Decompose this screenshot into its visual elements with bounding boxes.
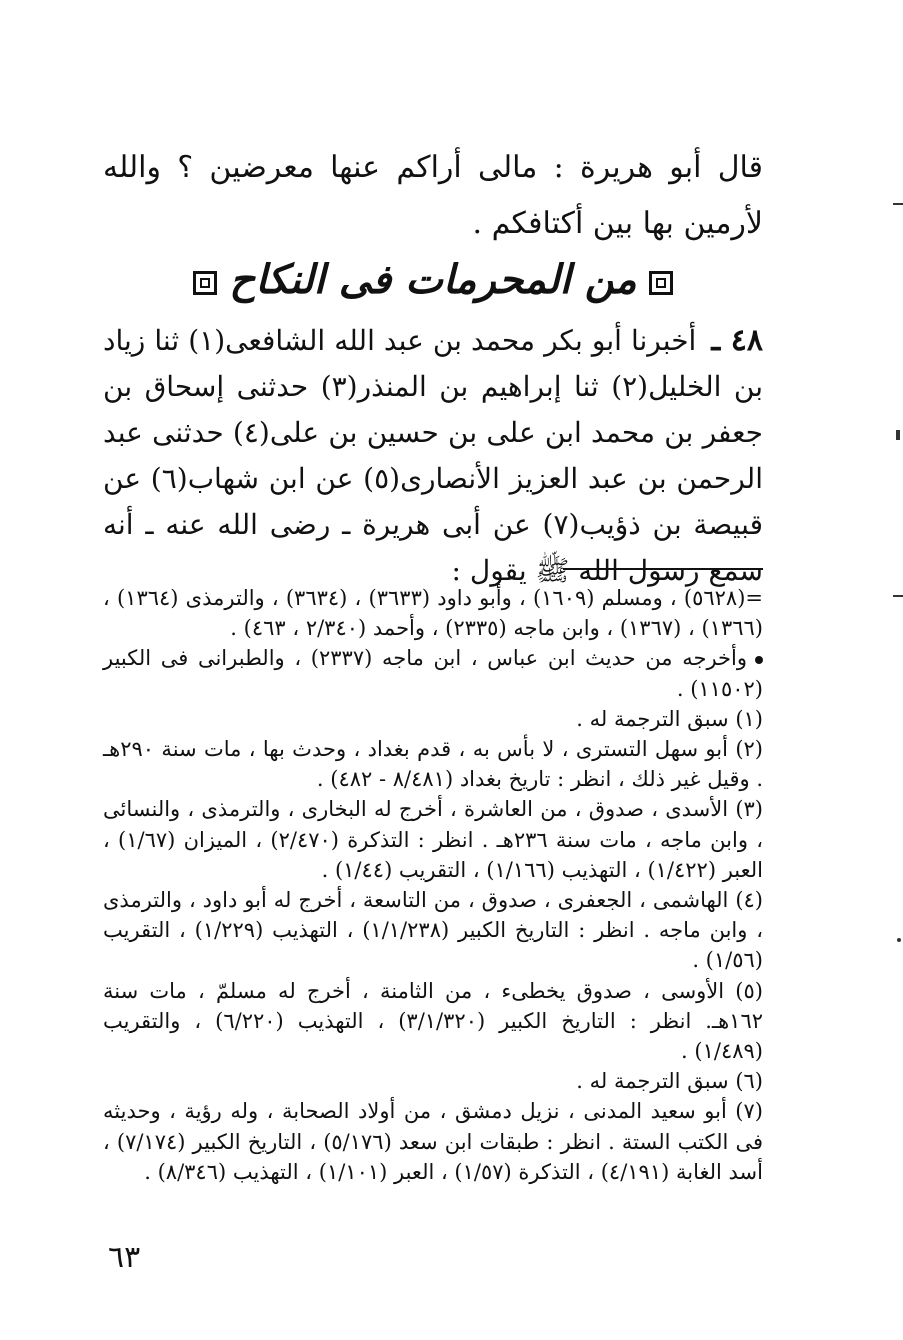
hadith-body xyxy=(103,318,763,594)
margin-mark xyxy=(893,203,903,205)
footnote-divider xyxy=(563,568,763,570)
ornament-box-icon xyxy=(649,271,673,295)
footnote-5: (٥) الأوسى ، صدوق يخطىء ، من الثامنة ، أخرج له مسلمّ ، مات سنة ١٦٢هـ. انظر : التاريخ الكبير (٣/١/٣٢٠) ، التهذيب (٦/٢٢٠) ، والتقريب (١/٤٨٩) . xyxy=(103,978,764,1064)
bullet-icon xyxy=(755,656,763,664)
intro-text: قال أبو هريرة : مالى أراكم عنها معرضين ؟ والله لأرمين بها بين أكتافكم . xyxy=(103,150,763,241)
footnote-6: (٦) سبق الترجمة له . xyxy=(576,1069,763,1094)
hadith-number: ٤٨ ـ xyxy=(711,323,764,358)
hadith-text: أخبرنا أبو بكر محمد بن عبد الله الشافعى(١) ثنا زياد بن الخليل(٢) ثنا إبراهيم بن المنذر(٣) حدثنى إسحاق بن جعفر بن محمد ابن على بن حسين بن على(٤) حدثنى عبد الرحمن بن عبد العزيز الأنصارى(٥) عن ابن شهاب(٦) عن قبيصة بن ذؤيب(٧) عن أبى هريرة ـ رضى الله عنه ـ أنه سمع رسول الله ﷺ يقول : xyxy=(103,324,763,587)
footnote-7: (٧) أبو سعيد المدنى ، نزيل دمشق ، من أولاد الصحابة ، وله رؤية ، وحديثه فى الكتب الستة . انظر : طبقات ابن سعد (٥/١٧٦) ، التاريخ الكبير (٧/١٧٤) ، أسد الغابة (٤/١٩١) ، التذكرة (١/٥٧) ، العبر (١/١٠١) ، التهذيب (٨/٣٤٦) . xyxy=(103,1099,763,1184)
ornament-box-icon xyxy=(193,271,217,295)
footnote-continuation: =(٥٦٢٨) ، ومسلم (١٦٠٩) ، وأبو داود (٣٦٣٣) ، (٣٦٣٤) ، والترمذى (١٣٦٤) ، (١٣٦٦) ، (١٣٦٧) ، وابن ماجه (٢٣٣٥) ، وأحمد (٢/٣٤٠ ، ٤٦٣) . xyxy=(103,586,763,641)
margin-mark xyxy=(893,595,903,597)
footnote-continuation-bullet xyxy=(103,643,763,703)
section-heading xyxy=(103,250,763,310)
footnote-4: (٤) الهاشمى ، الجعفرى ، صدوق ، من التاسعة ، أخرج له أبو داود ، والترمذى ، وابن ماجه . انظر : التاريخ الكبير (١/١/٢٣٨) ، التهذيب (١/٢٢٩) ، التقريب (١/٥٦) . xyxy=(103,888,763,973)
page-number: ٦٣ xyxy=(108,1240,141,1275)
footnote-1: (١) سبق الترجمة له . xyxy=(576,706,763,731)
margin-mark xyxy=(896,430,900,440)
footnote-continuation-text: وأخرجه من حديث ابن عباس ، ابن ماجه (٢٣٣٧) ، والطبرانى فى الكبير (١١٥٠٢) . xyxy=(103,646,763,701)
footnotes xyxy=(103,583,763,1187)
margin-mark xyxy=(897,938,901,942)
hadith-paragraph xyxy=(103,318,763,594)
section-title: من المحرمات فى النكاح xyxy=(229,256,637,303)
intro-paragraph xyxy=(103,140,763,252)
footnote-3: (٣) الأسدى ، صدوق ، من العاشرة ، أخرج له البخارى ، والترمذى ، والنسائى ، وابن ماجه ، مات سنة ٢٣٦هـ . انظر : التذكرة (٢/٤٧٠) ، الميزان (١/٦٧) ، العبر (١/٤٢٢) ، التهذيب (١/١٦٦) ، التقريب (١/٤٤) . xyxy=(103,797,763,882)
footnote-2: (٢) أبو سهل التسترى ، لا بأس به ، قدم بغداد ، وحدث بها ، مات سنة ٢٩٠هـ . وقيل غير ذلك ، انظر : تاريخ بغداد (٨/٤٨١ - ٤٨٢) . xyxy=(103,737,763,792)
